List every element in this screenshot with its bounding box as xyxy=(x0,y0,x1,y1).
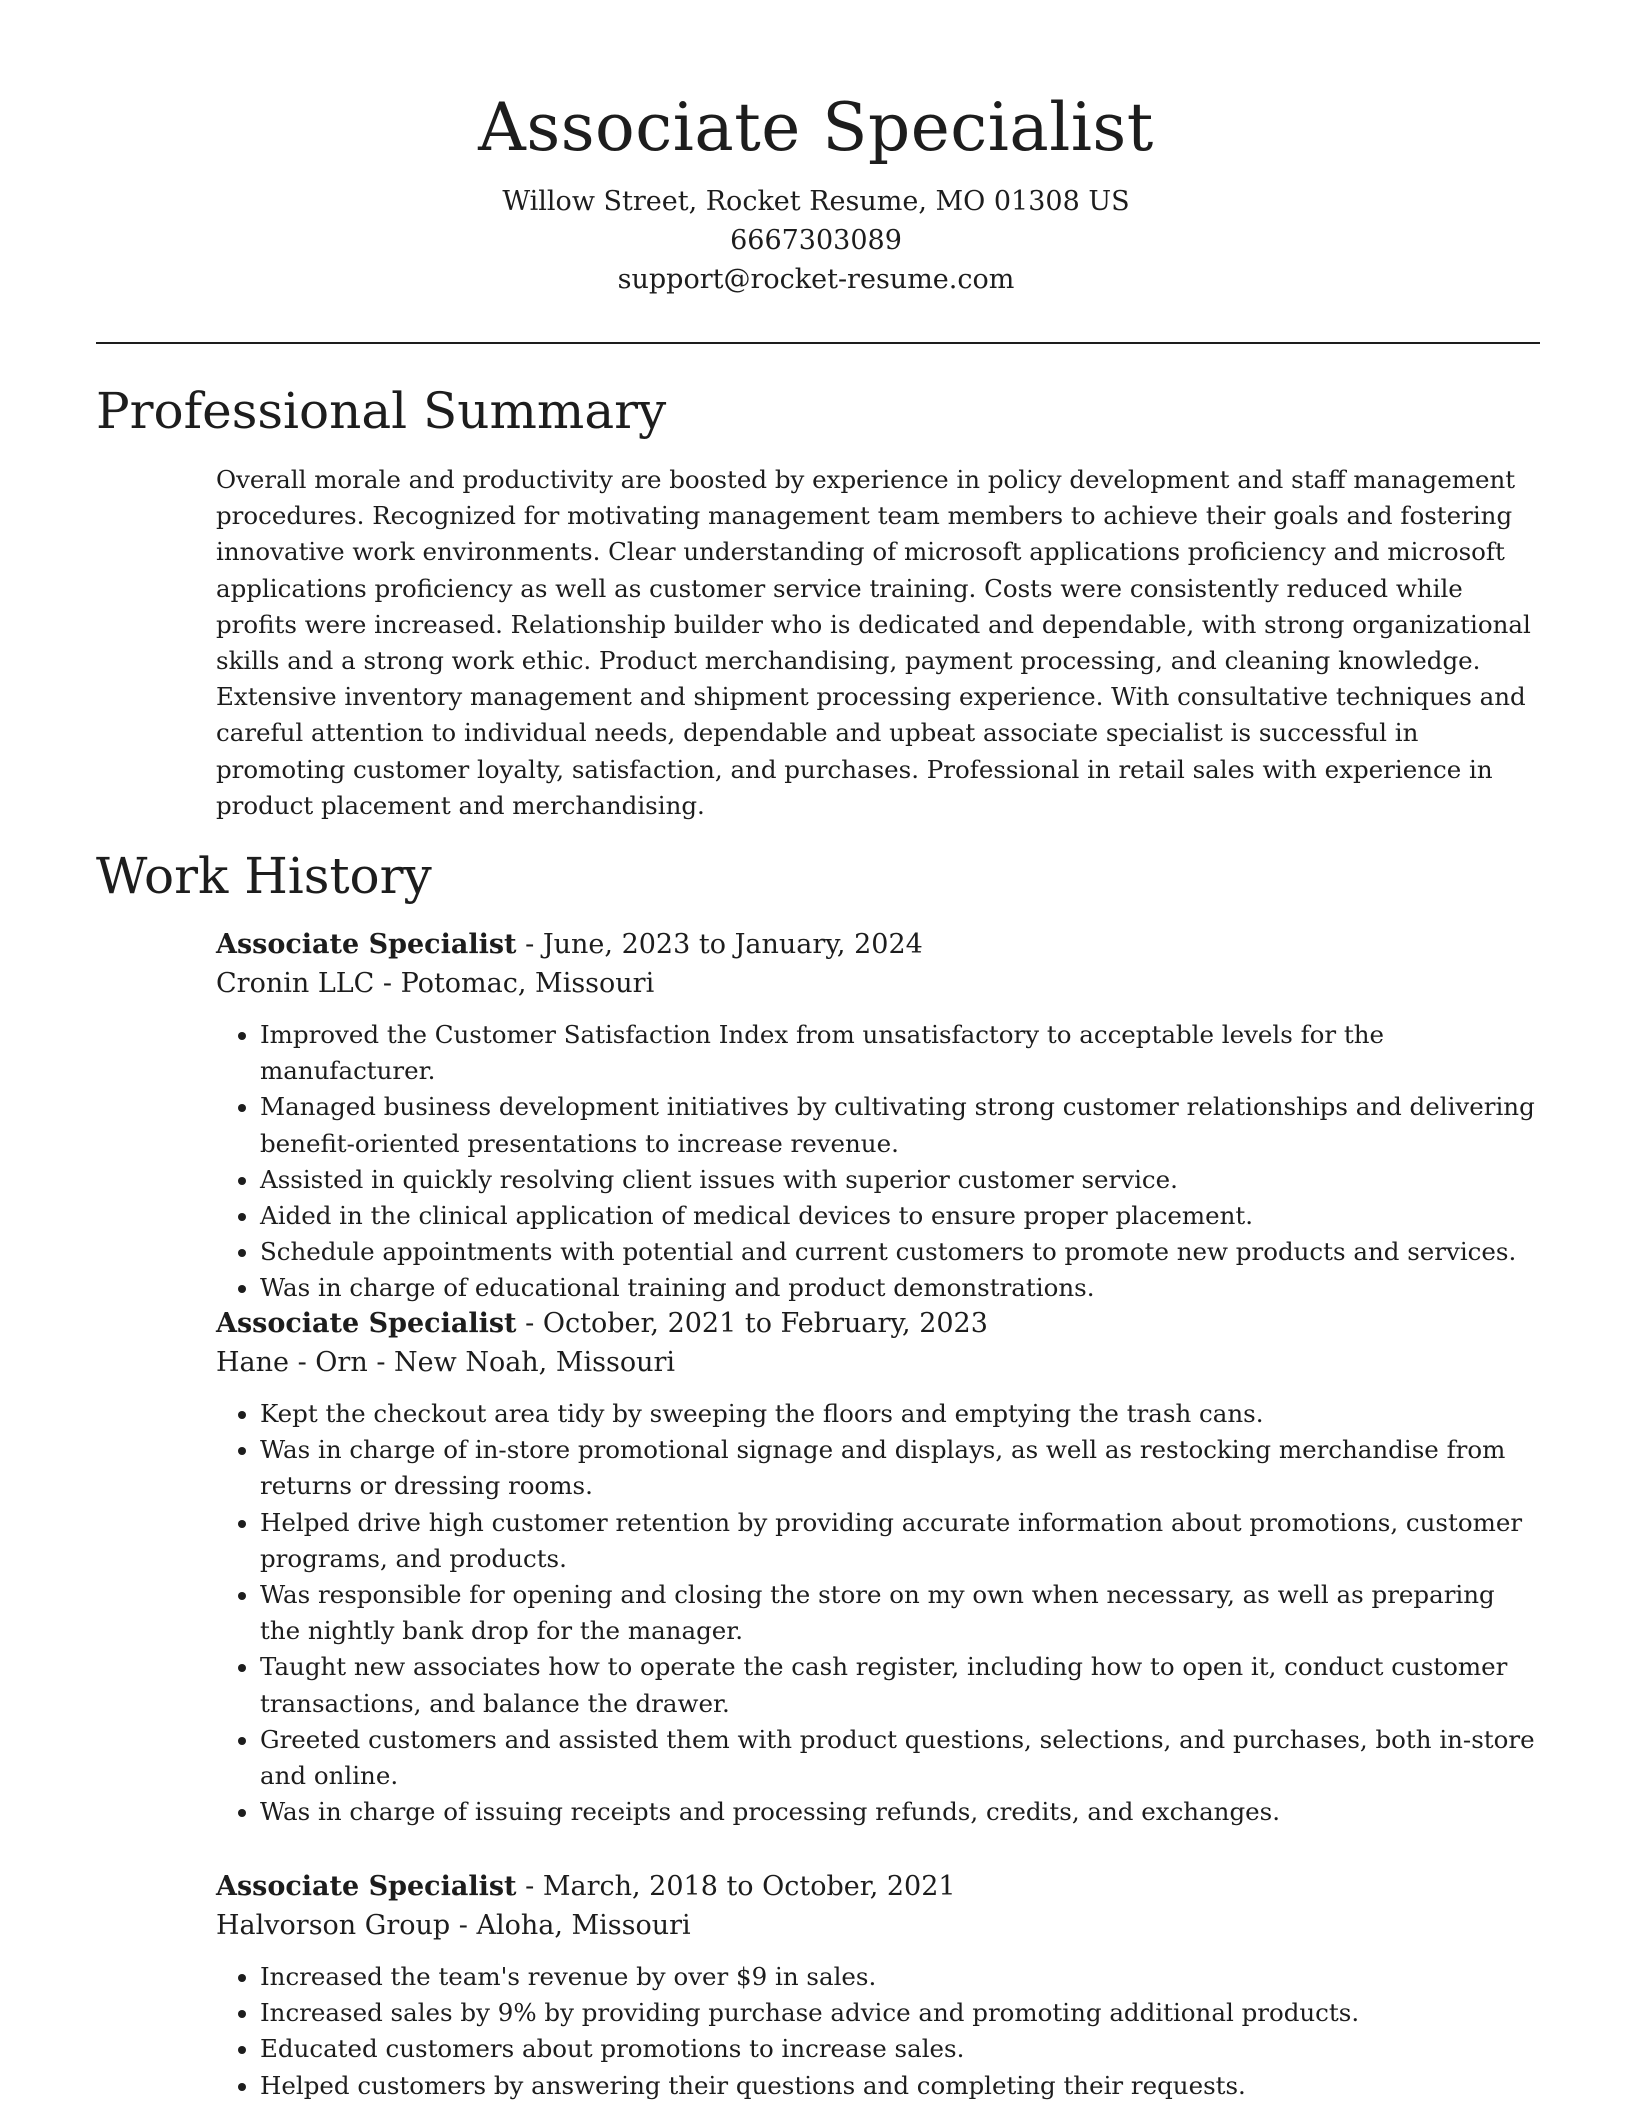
contact-phone: 6667303089 xyxy=(730,225,902,256)
bullet-item: • Increased the team's revenue by over $9 in sales. xyxy=(260,1959,1540,1995)
bullet-item: • Was in charge of educational training and product demonstrations. xyxy=(260,1270,1540,1306)
job-dates: - October, 2021 to February, 2023 xyxy=(516,1308,988,1339)
job-title: Associate Specialist xyxy=(216,1871,517,1902)
job-bullets xyxy=(216,1396,1540,1830)
candidate-name: Associate Specialist xyxy=(478,89,1154,166)
bullet-item: • Was responsible for opening and closing the store on my own when necessary, as well as preparing the nightly bank drop for the manager. xyxy=(260,1577,1540,1649)
job-dates: - June, 2023 to January, 2024 xyxy=(516,929,923,960)
bullet-item: • Helped customers by answering their questions and completing their requests. xyxy=(260,2068,1540,2104)
contact-email: support@rocket-resume.com xyxy=(617,264,1015,295)
bullet-item: • Greeted customers and assisted them with product questions, selections, and purchases, both in-store and online. xyxy=(260,1722,1540,1794)
summary-heading: Professional Summary xyxy=(96,382,667,440)
bullet-item: • Educated customers about promotions to increase sales. xyxy=(260,2031,1540,2067)
bullet-item: • Increased sales by 9% by providing purchase advice and promoting additional products. xyxy=(260,1995,1540,2031)
job-title-line xyxy=(216,1867,1540,1906)
job-bullets xyxy=(216,1959,1540,2104)
job-title-line xyxy=(216,1304,1540,1343)
resume-header xyxy=(0,0,1632,299)
bullet-item: • Taught new associates how to operate the cash register, including how to open it, conduct customer transactions, and balance the drawer. xyxy=(260,1649,1540,1721)
bullet-item: • Schedule appointments with potential and current customers to promote new products and services. xyxy=(260,1234,1540,1270)
job-bullets xyxy=(216,1017,1540,1307)
bullet-item: • Assisted in quickly resolving client issues with superior customer service. xyxy=(260,1162,1540,1198)
summary-text: Overall morale and productivity are boosted by experience in policy development and staff management procedures. Recognized for motivating management team members to achieve their goals and fostering innovative work environments. Clear understanding of microsoft applications proficiency and microsoft applications proficiency as well as customer service training. Costs were consistently reduced while profits were increased. Relationship builder who is dedicated and dependable, with strong organizational skills and a strong work ethic. Product merchandising, payment processing, and cleaning knowledge. Extensive inventory management and shipment processing experience. With consultative techniques and careful attention to individual needs, dependable and upbeat associate specialist is successful in promoting customer loyalty, satisfaction, and purchases. Professional in retail sales with experience in product placement and merchandising. xyxy=(216,465,1531,820)
bullet-item: • Kept the checkout area tidy by sweeping the floors and emptying the trash cans. xyxy=(260,1396,1540,1432)
contact-address: Willow Street, Rocket Resume, MO 01308 US xyxy=(502,186,1130,217)
bullet-item: • Improved the Customer Satisfaction Index from unsatisfactory to acceptable levels for the manufacturer. xyxy=(260,1017,1540,1089)
header-divider xyxy=(96,342,1540,344)
job-company: Hane - Orn - New Noah, Missouri xyxy=(216,1347,676,1378)
bullet-item: • Was in charge of in-store promotional signage and displays, as well as restocking merchandise from returns or dressing rooms. xyxy=(260,1432,1540,1504)
job-title: Associate Specialist xyxy=(216,929,517,960)
job-entry xyxy=(216,925,1540,1307)
job-entry xyxy=(216,1867,1540,2104)
job-dates: - March, 2018 to October, 2021 xyxy=(516,1871,956,1902)
job-company: Halvorson Group - Aloha, Missouri xyxy=(216,1910,691,1941)
bullet-item: • Aided in the clinical application of medical devices to ensure proper placement. xyxy=(260,1198,1540,1234)
job-entry xyxy=(216,1304,1540,1830)
bullet-item: • Was in charge of issuing receipts and processing refunds, credits, and exchanges. xyxy=(260,1794,1540,1830)
bullet-item: • Managed business development initiatives by cultivating strong customer relationships and delivering benefit-oriented presentations to increase revenue. xyxy=(260,1089,1540,1161)
job-company: Cronin LLC - Potomac, Missouri xyxy=(216,968,655,999)
bullet-item: • Helped drive high customer retention by providing accurate information about promotions, customer programs, and products. xyxy=(260,1505,1540,1577)
job-title: Associate Specialist xyxy=(216,1308,517,1339)
work-history-heading: Work History xyxy=(96,847,432,905)
job-title-line xyxy=(216,925,1540,964)
